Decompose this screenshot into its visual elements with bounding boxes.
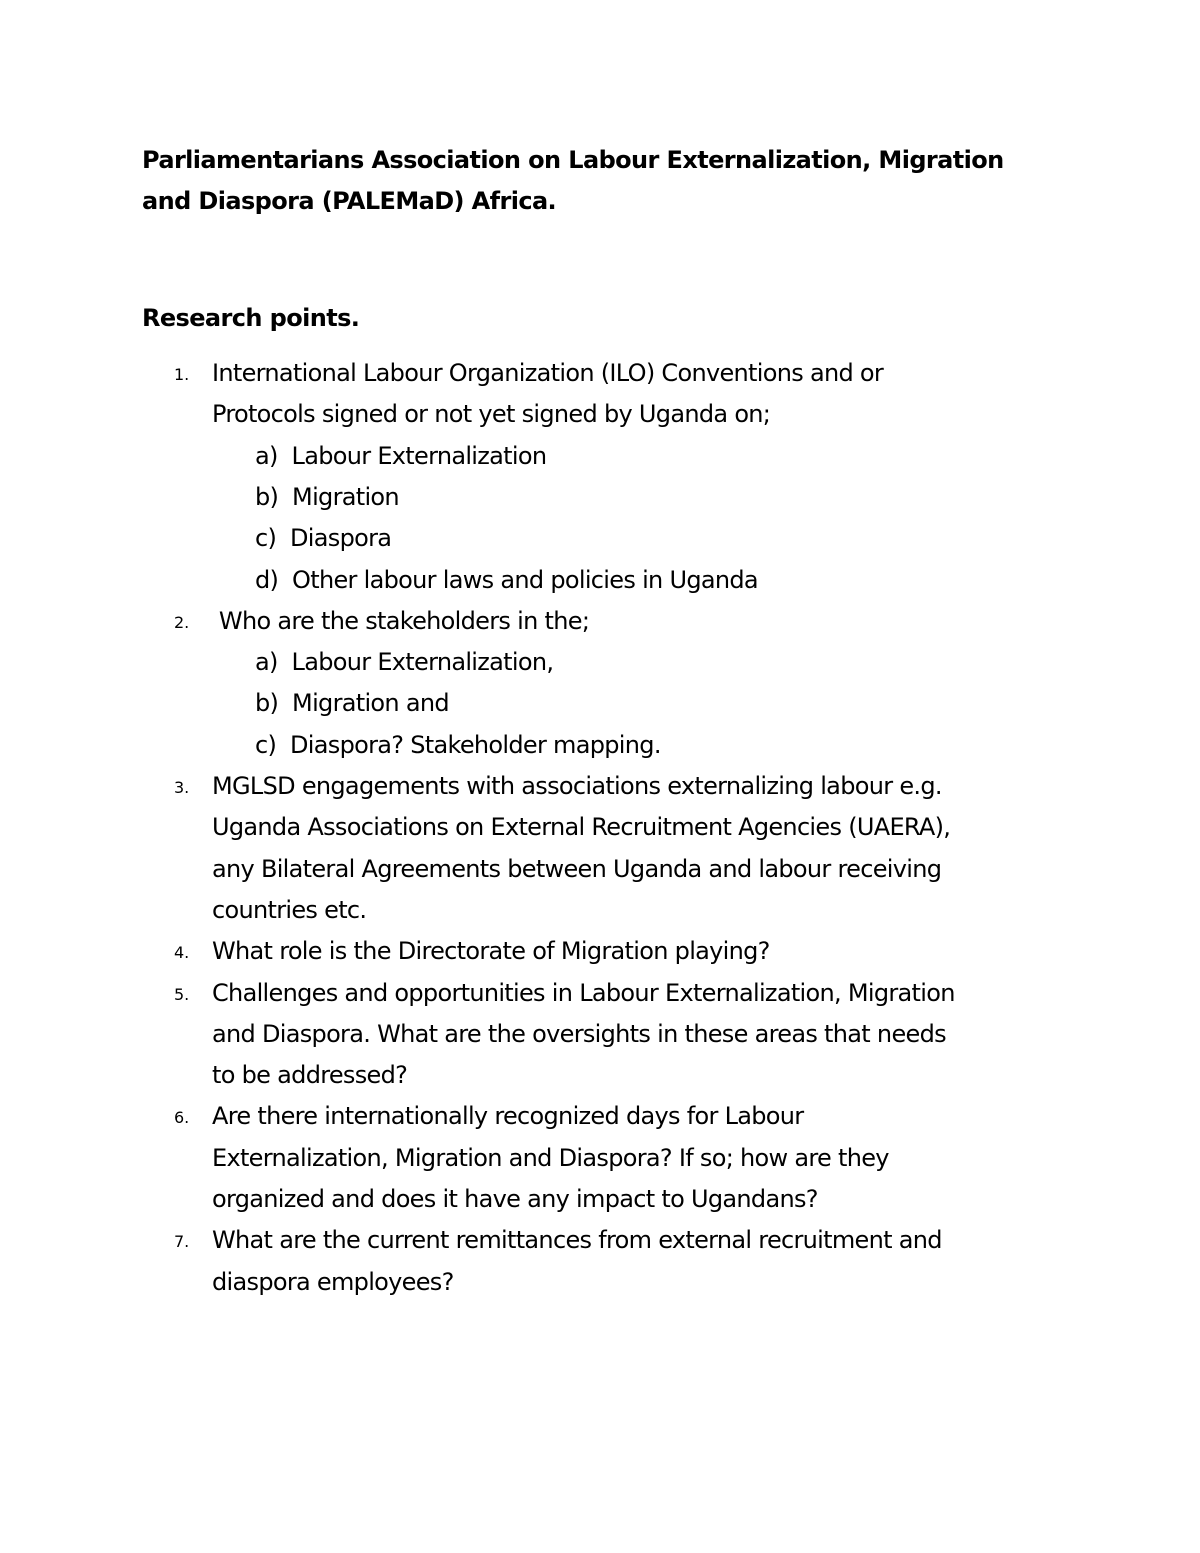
list-item-text: any Bilateral Agreements between Uganda and labour receiving — [212, 854, 942, 883]
list-item-number: 4. — [174, 943, 190, 963]
list-subitem: d) Other labour laws and policies in Uganda — [255, 565, 758, 594]
list-item-text: Protocols signed or not yet signed by Uganda on; — [212, 400, 771, 429]
list-item-number: 6. — [174, 1108, 190, 1128]
section-heading: Research points. — [142, 304, 360, 332]
list-item-number: 3. — [174, 778, 190, 797]
list-item-text: International Labour Organization (ILO) Conventions and or — [212, 359, 884, 387]
list-item-text: Challenges and opportunities in Labour Externalization, Migration — [212, 978, 955, 1007]
list-item-text: to be addressed? — [212, 1061, 408, 1090]
list-subitem: b) Migration — [255, 482, 399, 511]
list-item-text: Uganda Associations on External Recruitment Agencies (UAERA), — [212, 813, 951, 842]
list-item-text: organized and does it have any impact to Ugandans? — [212, 1185, 818, 1213]
list-item-number: 2. — [174, 612, 190, 632]
list-item-text: Externalization, Migration and Diaspora? If so; how are they — [212, 1143, 889, 1172]
title-line-2: and Diaspora (PALEMaD) Africa. — [142, 187, 557, 215]
list-item-text: MGLSD engagements with associations externalizing labour e.g. — [212, 772, 942, 800]
title-line-1: Parliamentarians Association on Labour Externalization, Migration — [142, 146, 1004, 174]
list-item-text: and Diaspora. What are the oversights in these areas that needs — [212, 1019, 946, 1048]
list-subitem: c) Diaspora? Stakeholder mapping. — [255, 730, 661, 759]
list-item-number: 7. — [174, 1232, 190, 1252]
list-item-text: Are there internationally recognized days for Labour — [212, 1102, 804, 1131]
list-item-number: 1. — [174, 365, 190, 384]
document-title — [142, 140, 1042, 222]
list-item-text: countries etc. — [212, 895, 367, 924]
list-item-text: What are the current remittances from external recruitment and — [212, 1226, 942, 1255]
list-item-number: 5. — [174, 984, 190, 1004]
list-subitem: b) Migration and — [255, 689, 449, 718]
list-item-text: What role is the Directorate of Migration playing? — [212, 937, 770, 966]
list-item-text: diaspora employees? — [212, 1267, 454, 1296]
list-item-text: Who are the stakeholders in the; — [212, 606, 590, 635]
list-subitem: a) Labour Externalization — [255, 441, 547, 470]
list-subitem: a) Labour Externalization, — [255, 648, 554, 677]
list-subitem: c) Diaspora — [255, 524, 392, 553]
